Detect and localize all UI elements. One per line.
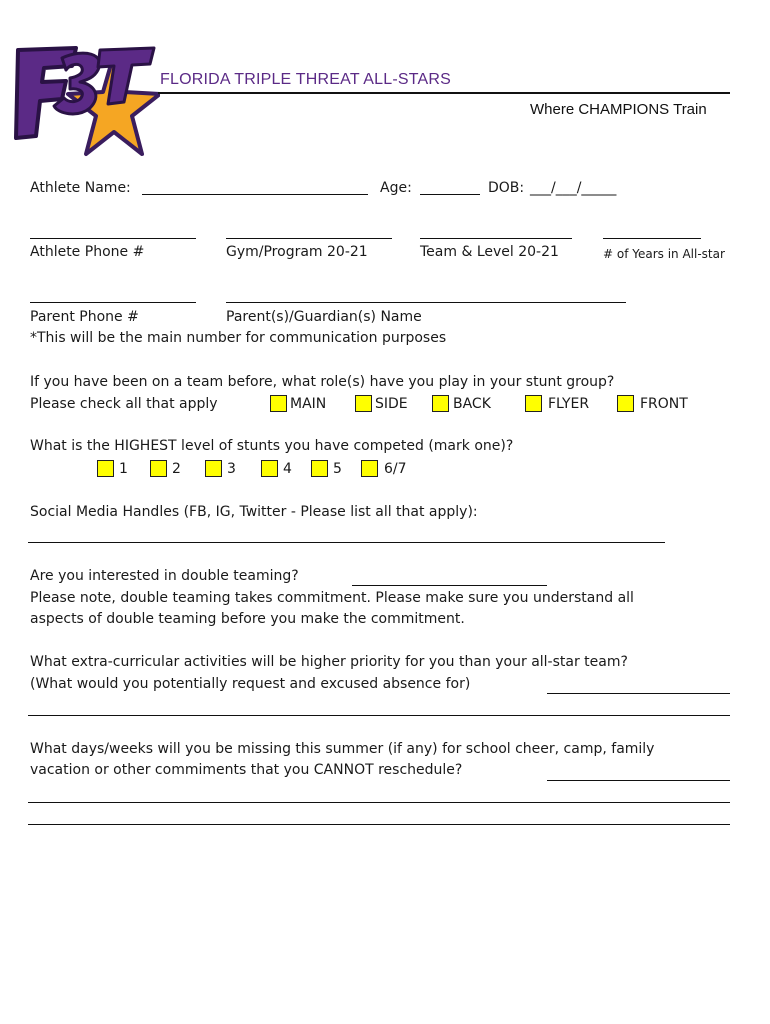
checkbox-level-1[interactable] xyxy=(97,460,114,477)
level-label-5: 5 xyxy=(333,461,342,477)
level-label-6-7: 6/7 xyxy=(384,461,407,477)
summer-question-2: vacation or other commiments that you CANNOT reschedule? xyxy=(30,762,463,778)
extra-field-short[interactable] xyxy=(547,693,730,694)
summer-question-1: What days/weeks will you be missing this summer (if any) for school cheer, camp, family xyxy=(30,741,655,757)
checkbox-level-6-7[interactable] xyxy=(361,460,378,477)
checkbox-front[interactable] xyxy=(617,395,634,412)
double-team-field[interactable] xyxy=(352,585,547,586)
athlete-phone-label: Athlete Phone # xyxy=(30,244,145,260)
team-level-label: Team & Level 20-21 xyxy=(420,244,559,260)
guardian-name-field[interactable] xyxy=(226,302,626,303)
role-label-back: BACK xyxy=(453,396,491,412)
logo xyxy=(14,44,160,170)
athlete-name-field[interactable] xyxy=(142,194,368,195)
years-field[interactable] xyxy=(603,238,701,239)
level-label-1: 1 xyxy=(119,461,128,477)
f3t-star-logo-icon xyxy=(14,44,160,170)
role-label-side: SIDE xyxy=(375,396,408,412)
social-question: Social Media Handles (FB, IG, Twitter - Please list all that apply): xyxy=(30,504,478,520)
level-label-2: 2 xyxy=(172,461,181,477)
guardian-name-label: Parent(s)/Guardian(s) Name xyxy=(226,309,422,325)
role-label-flyer: FLYER xyxy=(548,396,590,412)
team-level-field[interactable] xyxy=(420,238,572,239)
checkbox-flyer[interactable] xyxy=(525,395,542,412)
level-label-3: 3 xyxy=(227,461,236,477)
extra-field-full[interactable] xyxy=(28,715,730,716)
age-field[interactable] xyxy=(420,194,480,195)
roles-instruction: Please check all that apply xyxy=(30,396,218,412)
parent-phone-label: Parent Phone # xyxy=(30,309,139,325)
athlete-name-label: Athlete Name: xyxy=(30,180,131,196)
checkbox-main[interactable] xyxy=(270,395,287,412)
social-field[interactable] xyxy=(28,542,665,543)
dob-label: DOB: xyxy=(488,180,525,196)
age-label: Age: xyxy=(380,180,412,196)
checkbox-level-2[interactable] xyxy=(150,460,167,477)
summer-field-full-1[interactable] xyxy=(28,802,730,803)
dob-field[interactable]: ___/___/_____ xyxy=(530,180,617,196)
checkbox-level-5[interactable] xyxy=(311,460,328,477)
athlete-phone-field[interactable] xyxy=(30,238,196,239)
double-team-note-2: aspects of double teaming before you make the commitment. xyxy=(30,611,465,627)
checkbox-back[interactable] xyxy=(432,395,449,412)
levels-question: What is the HIGHEST level of stunts you have competed (mark one)? xyxy=(30,438,514,454)
role-label-front: FRONT xyxy=(640,396,688,412)
double-team-note-1: Please note, double teaming takes commitment. Please make sure you understand all xyxy=(30,590,634,606)
communication-note: *This will be the main number for communication purposes xyxy=(30,330,447,346)
parent-phone-field[interactable] xyxy=(30,302,196,303)
summer-field-short[interactable] xyxy=(547,780,730,781)
checkbox-level-4[interactable] xyxy=(261,460,278,477)
checkbox-side[interactable] xyxy=(355,395,372,412)
extra-question-1: What extra-curricular activities will be higher priority for you than your all-star team? xyxy=(30,654,628,670)
gym-program-field[interactable] xyxy=(226,238,392,239)
level-label-4: 4 xyxy=(283,461,292,477)
tagline: Where CHAMPIONS Train xyxy=(530,101,707,118)
extra-question-2: (What would you potentially request and excused absence for) xyxy=(30,676,471,692)
years-label: # of Years in All-star xyxy=(603,247,725,261)
summer-field-full-2[interactable] xyxy=(28,824,730,825)
role-label-main: MAIN xyxy=(290,396,327,412)
roles-question: If you have been on a team before, what role(s) have you play in your stunt group? xyxy=(30,374,615,390)
header-divider xyxy=(158,92,730,94)
gym-program-label: Gym/Program 20-21 xyxy=(226,244,368,260)
org-name: FLORIDA TRIPLE THREAT ALL-STARS xyxy=(160,71,452,88)
double-team-question: Are you interested in double teaming? xyxy=(30,568,299,584)
checkbox-level-3[interactable] xyxy=(205,460,222,477)
